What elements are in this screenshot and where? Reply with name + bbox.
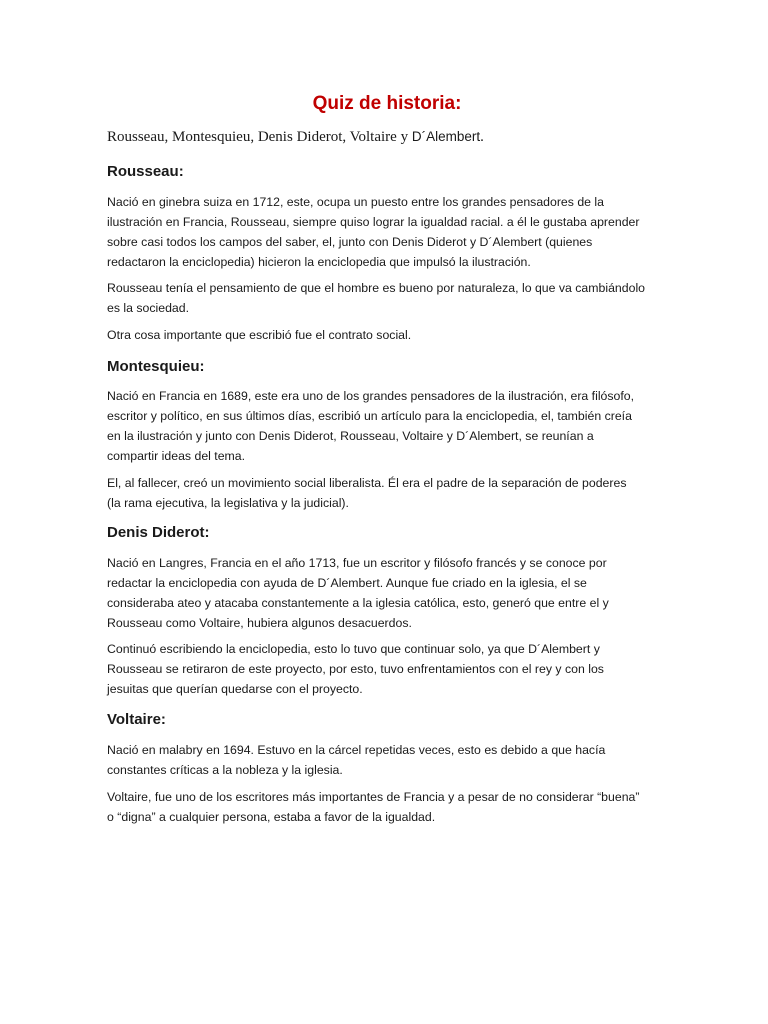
paragraph (107, 386, 667, 466)
text-line: Otra cosa importante que escribió fue el contrato social. (107, 328, 412, 342)
section-heading-rousseau: Rousseau: (107, 163, 184, 180)
section-heading-voltaire: Voltaire: (107, 711, 166, 728)
text-line: escritor y político, en sus últimos días, escribió un artículo para la enciclopedia, el, también creía (107, 409, 632, 423)
paragraph (107, 639, 667, 699)
text-line: sobre casi todos los campos del saber, el, junto con Denis Diderot y D´Alembert (quienes (107, 235, 593, 249)
text-line: Nació en ginebra suiza en 1712, este, ocupa un puesto entre los grandes pensadores de la (107, 195, 605, 209)
section-heading-diderot: Denis Diderot: (107, 524, 210, 541)
text-line: Nació en Francia en 1689, este era uno de los grandes pensadores de la ilustración, era filósofo, (107, 389, 635, 403)
text-line: jesuitas que querían quedarse con el proyecto. (107, 682, 363, 696)
text-line: compartir ideas del tema. (107, 449, 246, 463)
document-title: Quiz de historia: (312, 93, 462, 114)
text-line: redactaron la enciclopedia) hicieron la enciclopedia que impulsó la ilustración. (107, 255, 531, 269)
text-line: es la sociedad. (107, 301, 190, 315)
text-line: Voltaire, fue uno de los escritores más importantes de Francia y a pesar de no considerar “buena” (107, 790, 640, 804)
paragraph (107, 325, 667, 345)
paragraph (107, 740, 667, 780)
section-heading-montesquieu: Montesquieu: (107, 358, 205, 375)
document-subtitle (107, 129, 484, 146)
text-line: Rousseau como Voltaire, hubiera algunos desacuerdos. (107, 616, 412, 630)
paragraph (107, 278, 667, 318)
paragraph (107, 787, 667, 827)
subtitle-names: Rousseau, Montesquieu, Denis Diderot, Voltaire y (107, 129, 409, 145)
text-line: o “digna” a cualquier persona, estaba a favor de la igualdad. (107, 810, 436, 824)
text-line: Nació en Langres, Francia en el año 1713, fue un escritor y filósofo francés y se conoce por (107, 556, 607, 570)
text-line: El, al fallecer, creó un movimiento social liberalista. Él era el padre de la separación de poderes (107, 476, 627, 490)
text-line: Continuó escribiendo la enciclopedia, esto lo tuvo que continuar solo, ya que D´Alembert y (107, 642, 600, 656)
subtitle-last-name: D´Alembert (411, 129, 481, 144)
subtitle-end: . (480, 129, 484, 145)
paragraph (107, 192, 667, 272)
text-line: constantes críticas a la nobleza y la iglesia. (107, 763, 343, 777)
text-line: en la ilustración y junto con Denis Diderot, Rousseau, Voltaire y D´Alembert, se reunían a (107, 429, 594, 443)
paragraph (107, 473, 667, 513)
text-line: (la rama ejecutiva, la legislativa y la judicial). (107, 496, 349, 510)
text-line: Rousseau tenía el pensamiento de que el hombre es bueno por naturaleza, lo que va cambiándolo (107, 281, 646, 295)
text-line: redactar la enciclopedia con ayuda de D´Alembert. Aunque fue criado en la iglesia, el se (107, 576, 587, 590)
text-line: consideraba ateo y atacaba constantemente a la iglesia católica, esto, generó que entre el y (107, 596, 609, 610)
text-line: Rousseau se retiraron de este proyecto, por esto, tuvo enfrentamientos con el rey y con los (107, 662, 604, 676)
paragraph (107, 553, 667, 633)
text-line: ilustración en Francia, Rousseau, siempre quiso lograr la igualdad racial. a él le gustaba aprender (107, 215, 640, 229)
text-line: Nació en malabry en 1694. Estuvo en la cárcel repetidas veces, esto es debido a que hacía (107, 743, 606, 757)
